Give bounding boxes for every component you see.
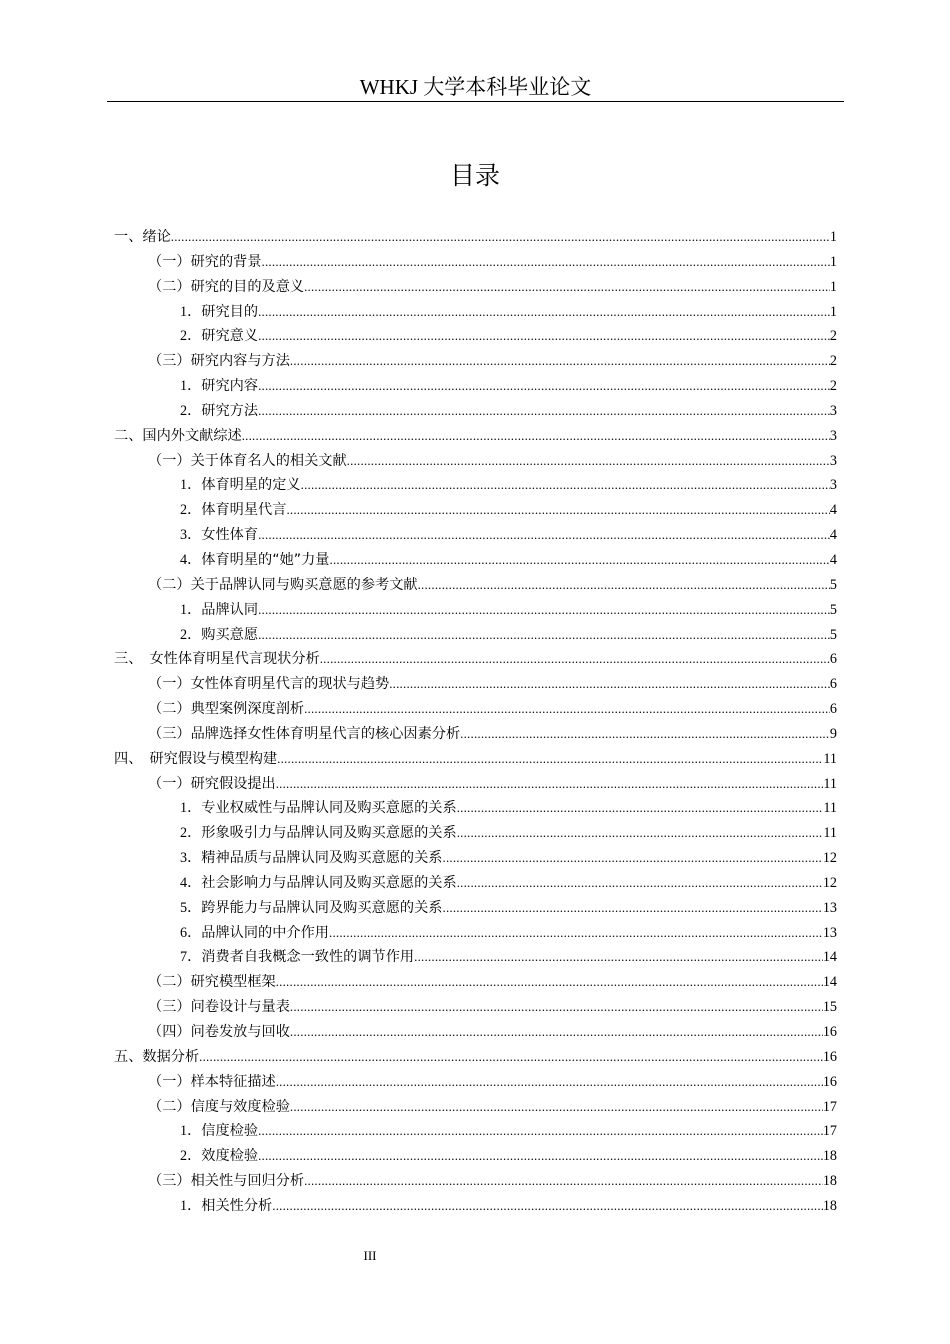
toc-entry-page: 4 [829,551,837,568]
toc-entry-label [180,498,286,523]
toc-entry-text: 女性体育 [201,527,259,544]
toc-entry-number: 1． [180,1123,202,1140]
toc-entry-page: 3 [829,402,837,419]
toc-entry[interactable] [114,573,837,598]
toc-entry-page: 11 [823,750,837,767]
toc-dot-leader [276,970,823,995]
toc-entry[interactable] [114,1119,837,1144]
toc-entry-number: 2． [180,626,202,643]
toc-entry-text: 跨界能力与品牌认同及购买意愿的关系 [201,899,443,916]
toc-entry-label [180,1144,258,1169]
toc-dot-leader [171,225,830,250]
toc-entry-page: 11 [823,800,837,817]
toc-entry-number: 3． [180,527,202,544]
toc-entry[interactable] [114,349,837,374]
table-of-contents [114,225,837,1219]
toc-entry-label [180,548,330,573]
toc-dot-leader [304,275,830,300]
toc-dot-leader [258,324,830,349]
toc-entry-text: （四）问卷发放与回收 [148,1024,290,1040]
toc-entry-text: 相关性分析 [201,1197,273,1214]
toc-entry-label [180,374,258,399]
toc-entry-number: 7． [180,949,202,966]
toc-entry-page: 6 [829,676,837,693]
toc-entry-page: 13 [822,924,837,941]
toc-entry[interactable] [114,970,837,995]
toc-entry-label [180,871,457,896]
toc-entry-page: 1 [829,253,837,270]
toc-dot-leader [320,647,830,672]
toc-entry-text: （二）信度与效度检验 [148,1098,290,1115]
toc-dot-leader [457,796,824,821]
toc-entry[interactable] [114,449,837,474]
toc-entry[interactable] [114,498,837,523]
toc-entry-label [148,1095,290,1120]
toc-dot-leader [290,1020,823,1045]
toc-entry-page: 3 [829,477,837,494]
toc-entry-label [148,1020,290,1045]
toc-entry-text: 三、 女性体育明星代言现状分析 [114,651,320,668]
toc-entry-number: 1． [180,477,202,494]
toc-entry[interactable] [114,846,837,871]
toc-entry[interactable] [114,772,837,797]
toc-entry-page: 2 [829,353,837,370]
toc-entry-label [148,449,347,474]
toc-entry-label [180,1119,258,1144]
toc-entry-label [148,995,290,1020]
toc-entry-page: 17 [822,1123,837,1140]
toc-entry-text: 品牌认同的中介作用 [201,924,329,941]
toc-entry-number: 4． [180,551,202,568]
toc-entry-label [148,1070,276,1095]
toc-entry-number: 2． [180,1148,202,1165]
toc-dot-leader [258,623,830,648]
toc-entry[interactable] [114,598,837,623]
toc-entry-page: 1 [829,278,837,295]
toc-entry-page: 18 [822,1197,837,1214]
toc-entry-page: 1 [829,229,837,245]
toc-entry-page: 1 [829,303,837,320]
toc-entry[interactable] [114,995,837,1020]
toc-entry-label [148,275,304,300]
toc-entry[interactable] [114,523,837,548]
toc-entry[interactable] [114,1020,837,1045]
toc-entry-text: 品牌认同 [201,601,259,618]
toc-entry-page: 4 [829,502,837,519]
toc-entry[interactable] [114,896,837,921]
toc-dot-leader [242,424,830,449]
toc-entry-label [114,747,277,772]
toc-dot-leader [258,300,830,325]
toc-entry[interactable] [114,672,837,697]
toc-dot-leader [304,1169,823,1194]
toc-dot-leader [290,995,823,1020]
toc-dot-leader [276,1070,823,1095]
toc-entry-page: 18 [822,1148,837,1165]
toc-entry-label [114,647,320,672]
toc-dot-leader [457,871,823,896]
toc-entry-text: （三）问卷设计与量表 [148,999,290,1016]
toc-entry-label [148,722,460,747]
toc-entry-number: 2． [180,328,202,345]
toc-entry-text: 一、绪论 [114,229,171,245]
toc-entry-text: 二、国内外文献综述 [114,427,242,444]
toc-dot-leader [277,747,823,772]
toc-dot-leader [276,772,824,797]
toc-entry-text: 体育明星的定义 [201,477,301,494]
toc-entry[interactable] [114,548,837,573]
toc-entry-label [180,324,258,349]
toc-entry-text: 购买意愿 [201,626,259,643]
toc-dot-leader [389,672,830,697]
toc-dot-leader [258,399,830,424]
toc-entry-page: 17 [822,1098,837,1115]
toc-entry-label [148,250,262,275]
toc-entry[interactable] [114,623,837,648]
toc-entry-label [180,623,258,648]
toc-entry-label [180,300,258,325]
toc-entry-page: 11 [823,775,837,792]
toc-dot-leader [414,945,823,970]
toc-entry-text: 研究意义 [201,328,259,345]
toc-entry-text: 专业权威性与品牌认同及购买意愿的关系 [201,800,457,817]
toc-entry-number: 4． [180,874,202,891]
toc-entry-number: 2． [180,402,202,419]
toc-entry-label [148,697,304,722]
toc-entry-label [180,921,329,946]
toc-entry[interactable] [114,374,837,399]
toc-entry-page: 9 [829,725,837,742]
toc-entry-text: 信度检验 [201,1123,259,1140]
toc-entry-text: （二）典型案例深度剖析 [148,701,305,718]
toc-entry[interactable] [114,473,837,498]
toc-entry[interactable] [114,747,837,772]
toc-entry-text: 形象吸引力与品牌认同及购买意愿的关系 [201,825,457,842]
toc-entry-text: 体育明星的“她”力量 [201,551,330,568]
toc-entry-label [114,225,171,250]
toc-entry[interactable] [114,1194,837,1219]
toc-entry-label [180,598,258,623]
toc-entry[interactable] [114,697,837,722]
toc-entry-text: （二）关于品牌认同与购买意愿的参考文献 [148,576,418,593]
toc-entry[interactable] [114,647,837,672]
toc-entry-text: （二）研究的目的及意义 [148,278,305,295]
toc-entry-label [114,1045,199,1070]
toc-entry-text: （三）研究内容与方法 [148,353,290,370]
toc-entry-text: （三）相关性与回归分析 [148,1173,305,1190]
toc-entry-number: 2． [180,825,202,842]
toc-entry-text: 研究方法 [201,402,259,419]
toc-entry[interactable] [114,1070,837,1095]
toc-entry[interactable] [114,796,837,821]
toc-entry[interactable] [114,399,837,424]
toc-entry-number: 1． [180,601,202,618]
toc-dot-leader [290,349,830,374]
toc-dot-leader [330,548,830,573]
toc-entry-page: 16 [822,1024,837,1040]
toc-dot-leader [262,250,830,275]
toc-entry-text: 研究目的 [201,303,259,320]
toc-entry[interactable] [114,250,837,275]
toc-entry-page: 18 [822,1173,837,1190]
toc-entry[interactable] [114,1169,837,1194]
toc-entry-number: 1． [180,800,202,817]
toc-entry-page: 5 [829,626,837,643]
toc-entry-label [180,399,258,424]
toc-entry-label [180,896,443,921]
toc-entry-label [148,772,276,797]
page-header: WHKJ 大学本科毕业论文 [359,75,592,99]
toc-dot-leader [460,722,830,747]
toc-entry-label [180,1194,272,1219]
toc-entry-page: 3 [829,452,837,469]
toc-entry[interactable] [114,225,837,250]
toc-entry-text: 体育明星代言 [201,502,287,519]
toc-entry-page: 12 [822,874,837,891]
toc-entry[interactable] [114,300,837,325]
toc-dot-leader [258,1144,823,1169]
header-rule [107,101,844,102]
toc-entry-text: （一）关于体育名人的相关文献 [148,452,347,469]
toc-entry[interactable] [114,921,837,946]
toc-entry-label [148,573,418,598]
toc-entry-label [148,970,276,995]
toc-dot-leader [347,449,830,474]
toc-dot-leader [443,896,823,921]
toc-entry[interactable] [114,275,837,300]
toc-dot-leader [418,573,830,598]
toc-entry-page: 16 [822,1048,837,1065]
toc-entry-text: 研究内容 [201,378,259,395]
toc-entry-number: 6． [180,924,202,941]
toc-entry-text: 四、 研究假设与模型构建 [114,750,278,767]
toc-dot-leader [304,697,830,722]
toc-entry[interactable] [114,324,837,349]
toc-dot-leader [258,374,830,399]
toc-entry-label [148,1169,304,1194]
toc-dot-leader [199,1045,823,1070]
toc-entry-text: 精神品质与品牌认同及购买意愿的关系 [201,850,443,867]
toc-entry-number: 3． [180,850,202,867]
toc-entry-page: 5 [829,601,837,618]
toc-dot-leader [258,598,830,623]
toc-entry-page: 2 [829,378,837,395]
toc-entry[interactable] [114,821,837,846]
toc-entry-text: （二）研究模型框架 [148,974,276,991]
toc-entry[interactable] [114,424,837,449]
toc-entry-label [114,424,242,449]
toc-entry[interactable] [114,1095,837,1120]
toc-entry[interactable] [114,722,837,747]
toc-entry-page: 15 [822,999,837,1016]
toc-entry-page: 16 [822,1073,837,1090]
toc-entry-page: 6 [829,701,837,718]
toc-dot-leader [258,1119,823,1144]
toc-entry[interactable] [114,1144,837,1169]
toc-entry[interactable] [114,1045,837,1070]
toc-entry-page: 5 [829,576,837,593]
toc-title: 目录 [449,161,500,190]
toc-entry-label [180,846,443,871]
toc-entry-text: 五、数据分析 [114,1048,200,1065]
toc-entry-page: 2 [829,328,837,345]
toc-entry-page: 14 [822,974,837,991]
toc-dot-leader [272,1194,823,1219]
toc-entry-page: 4 [829,527,837,544]
toc-dot-leader [457,821,824,846]
toc-dot-leader [329,921,823,946]
toc-entry-page: 3 [829,427,837,444]
toc-entry-label [180,796,457,821]
toc-dot-leader [301,473,830,498]
toc-entry-text: 效度检验 [201,1148,259,1165]
toc-dot-leader [443,846,823,871]
toc-entry-label [180,473,301,498]
toc-entry-page: 13 [822,899,837,916]
toc-entry-text: （一）研究的背景 [148,253,262,270]
toc-entry-page: 6 [829,651,837,668]
toc-entry[interactable] [114,945,837,970]
toc-entry-label [180,523,258,548]
toc-dot-leader [258,523,830,548]
toc-entry-number: 1． [180,303,202,320]
toc-entry-text: 消费者自我概念一致性的调节作用 [201,949,415,966]
toc-entry-text: （一）研究假设提出 [148,775,276,792]
toc-entry-number: 1． [180,378,202,395]
toc-dot-leader [286,498,829,523]
toc-entry-label [180,945,414,970]
page-number: III [363,1248,377,1263]
toc-dot-leader [290,1095,823,1120]
toc-entry-text: （一）样本特征描述 [148,1073,276,1090]
toc-entry-number: 5． [180,899,202,916]
toc-entry-label [148,349,290,374]
toc-entry-label [148,672,389,697]
toc-entry-text: 社会影响力与品牌认同及购买意愿的关系 [201,874,457,891]
toc-entry-text: （一）女性体育明星代言的现状与趋势 [148,676,390,693]
toc-entry-page: 11 [823,825,837,842]
toc-entry-page: 12 [822,850,837,867]
toc-entry-text: （三）品牌选择女性体育明星代言的核心因素分析 [148,725,461,742]
toc-entry-number: 2． [180,502,202,519]
toc-entry-label [180,821,457,846]
toc-entry-page: 14 [822,949,837,966]
toc-entry[interactable] [114,871,837,896]
toc-entry-number: 1． [180,1197,202,1214]
